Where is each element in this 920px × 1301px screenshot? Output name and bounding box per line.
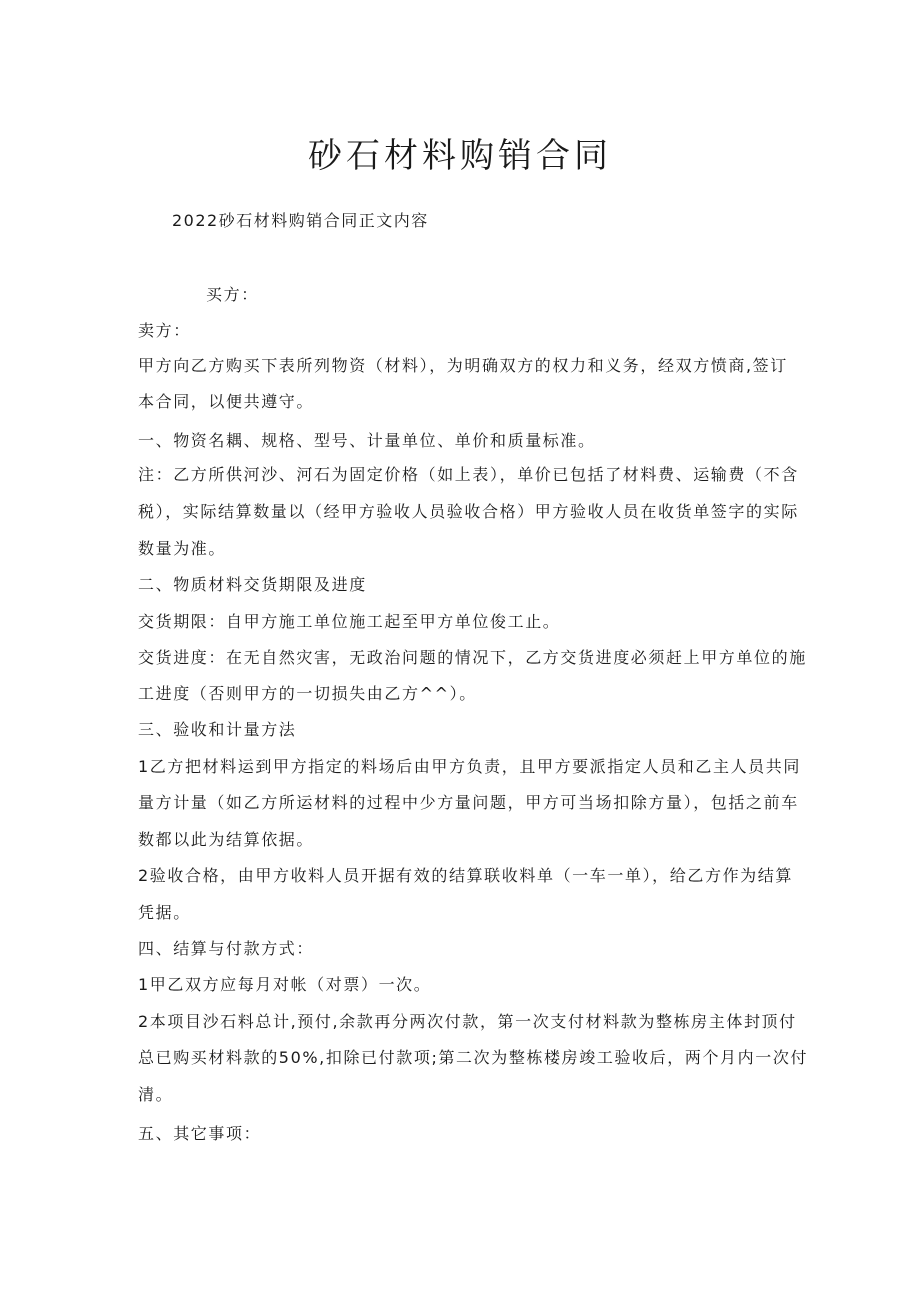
section-heading: 五、其它事项： <box>138 1124 262 1143</box>
paragraph-line: 数量为准。 <box>138 539 227 558</box>
paragraph-line: 本合同，以便共遵守。 <box>138 392 315 411</box>
paragraph-line: 总已购买材料款的50%,扣除已付款项;第二次为整栋楼房竣工验收后，两个月内一次付 <box>138 1048 809 1067</box>
paragraph-line: 甲方向乙方购买下表所列物资（材料），为明确双方的权力和义务，经双方愤商,签订 <box>138 356 788 375</box>
section-heading: 二、物质材料交货期限及进度 <box>138 575 367 594</box>
paragraph-line: 注：乙方所供河沙、河石为固定价格（如上表），单价已包括了材料费、运输费（不含 <box>138 465 799 484</box>
paragraph-line: 2本项目沙石料总计,预付,余款再分两次付款，第一次支付材料款为整栋房主体封顶付 <box>138 1012 797 1031</box>
buyer-line: 买方： <box>206 285 259 304</box>
paragraph-line: 工进度（否则甲方的一切损失由乙方^^）。 <box>138 684 477 703</box>
section-heading: 三、验收和计量方法 <box>138 720 297 739</box>
paragraph-line: 2验收合格，由甲方收料人员开据有效的结算联收料单（一车一单），给乙方作为结算 <box>138 866 793 885</box>
section-heading: 一、物资名耦、规格、型号、计量单位、单价和质量标准。 <box>138 431 596 450</box>
paragraph-line: 税），实际结算数量以（经甲方验收人员验收合格）甲方验收人员在收货单签字的实际 <box>138 502 799 521</box>
paragraph-line: 清。 <box>138 1085 174 1104</box>
paragraph-line: 1乙方把材料运到甲方指定的料场后由甲方负责，且甲方要派指定人员和乙主人员共同 <box>138 757 801 776</box>
paragraph-line: 1甲乙双方应每月对帐（对票）一次。 <box>138 975 432 994</box>
paragraph-line: 交货期限：自甲方施工单位施工起至甲方单位俊工止。 <box>138 612 561 631</box>
paragraph-line: 交货进度：在无自然灾害，无政治问题的情况下，乙方交货进度必须赶上甲方单位的施 <box>138 648 807 667</box>
contract-title: 砂石材料购销合同 <box>308 136 612 176</box>
paragraph-line: 凭据。 <box>138 903 191 922</box>
paragraph-line: 数都以此为结算依据。 <box>138 830 315 849</box>
paragraph-line: 量方计量（如乙方所运材料的过程中少方量问题，甲方可当场扣除方量），包括之前车 <box>138 793 799 812</box>
contract-subtitle: 2022砂石材料购销合同正文内容 <box>172 211 429 230</box>
seller-line: 卖方： <box>138 321 191 340</box>
section-heading: 四、结算与付款方式： <box>138 939 315 958</box>
